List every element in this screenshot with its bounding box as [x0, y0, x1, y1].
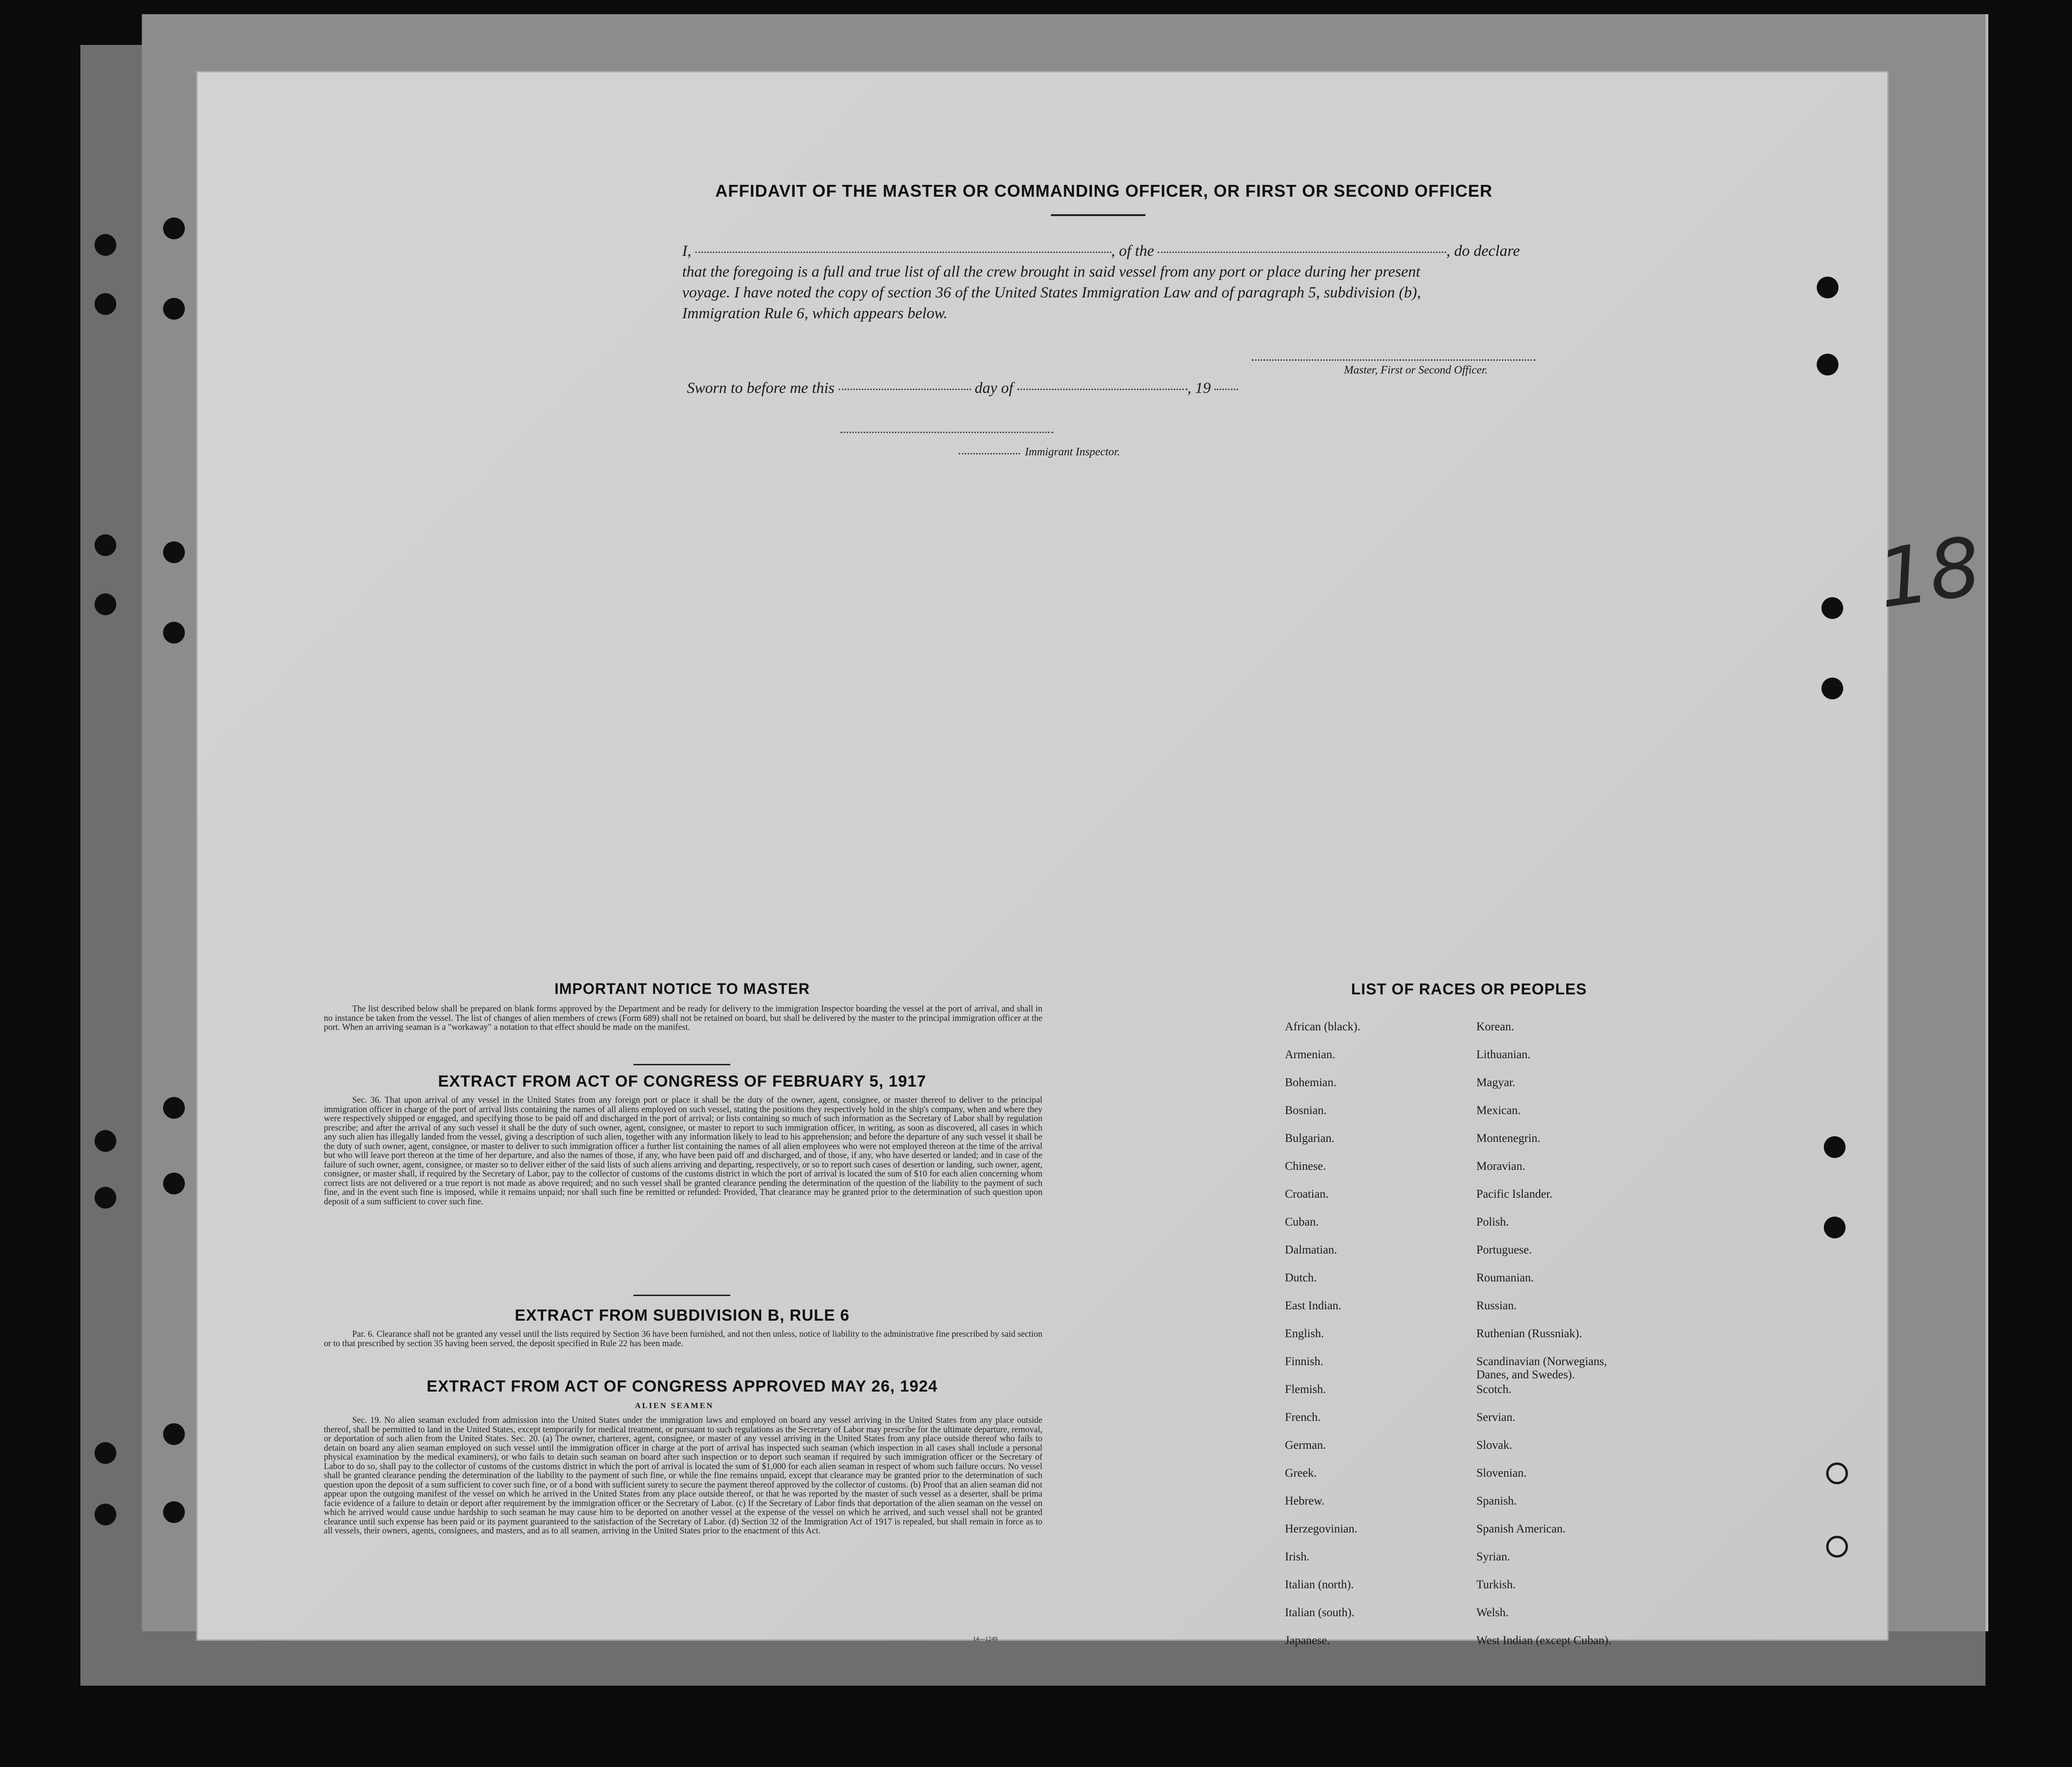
year-label: , 19 — [1187, 380, 1211, 397]
race-item: Welsh. — [1476, 1606, 1509, 1619]
race-item: Roumanian. — [1476, 1271, 1534, 1284]
race-item: Spanish American. — [1476, 1523, 1566, 1535]
binder-hole-outline — [1826, 1536, 1848, 1558]
binder-hole — [95, 293, 116, 315]
race-item: Portuguese. — [1476, 1244, 1532, 1256]
race-item: Scotch. — [1476, 1383, 1512, 1396]
binder-hole — [95, 1442, 116, 1464]
extract-1917-text: Sec. 36. That upon arrival of any vessel in the United States from any foreign port or place it shall be the duty of the owner, agent, consignee, or master thereof to deliver to the principal immigration officer in charge of the port of arrival lists containing the names of all aliens employed on such vessel, stating the positions they respectively hold in the ship's company, when and where they were respectively shipped or engaged, and specifying those to be paid off and discharged in the port of arrival; or lists containing so much of such information as the Secretary of Labor shall by regulation prescribe; and after the arrival of any such vessel it shall be the duty of such owner, agent, consignee, or master to report to such immigration officer, in writing, as soon as discovered, all cases in which any such alien has illegally landed from the vessel, giving a description of such alien, together with any information likely to lead to his apprehension; and before the departure of any such vessel it shall be the duty of such owner, agent, consignee, or master to deliver to such immigration officer a further list containing the names of all alien employees who were not employed thereon at the time of the arrival but who will leave port thereon at the time of her departure, and also the names of those, if any, who have been paid off and discharged, and of those, if any, who have deserted or landed; and in case of the failure of such owner, agent, consignee, or master so to deliver either of the said lists of such aliens arriving and departing, respectively, or so to report such cases of desertion or landing, such owner, agent, consignee, or master shall, if required by the Secretary of Labor, pay to the collector of customs of the customs district in which the port of arrival is located the sum of $10 for each alien concerning whom correct lists are not delivered or a true report is not made as above required; and no such vessel shall be granted clearance pending the determination of the question of the liability to the payment of such fine, and in the event such fine is imposed, while it remains unpaid; nor shall such fine be remitted or refunded: Provided, That clearance may be granted prior to the determination of such question upon deposit of a sum sufficient to cover such fine. — [324, 1096, 1042, 1207]
day-of-label: day of — [974, 380, 1014, 397]
affidavit-line-1 — [682, 240, 1520, 262]
race-item: Cuban. — [1285, 1216, 1319, 1228]
race-item: English. — [1285, 1327, 1324, 1340]
race-item: Greek. — [1285, 1467, 1317, 1480]
binder-hole — [1821, 597, 1843, 619]
race-item: African (black). — [1285, 1020, 1361, 1033]
race-item: German. — [1285, 1439, 1326, 1452]
race-item: Ruthenian (Russniak). — [1476, 1327, 1582, 1340]
affidavit-line-2: that the foregoing is a full and true list of all the crew brought in said vessel from any port or place during her present — [682, 263, 1421, 280]
affidavit-title-rule — [1051, 214, 1145, 216]
race-item: Japanese. — [1285, 1634, 1330, 1647]
binder-hole — [163, 541, 185, 563]
extract-1924-text: Sec. 19. No alien seaman excluded from admission into the United States under the immigration laws and employed on board any vessel arriving in the United States from any place outside thereof, shall be permitted to land in the United States, except temporarily for medical treatment, or pursuant to such regulations as the Secretary of Labor may prescribe for the ultimate departure, removal, or deportation of such alien from the United States. Sec. 20. (a) The owner, charterer, agent, consignee, or master of any vessel arriving in the United States from any place outside thereof who fails to detain on board any alien seaman employed on such vessel until the immigration officer in charge at the port of arrival has inspected such seaman (which inspection in all cases shall include a personal physical examination by the medical examiners), or who fails to detain such seaman on board after such inspection or to deport such seaman if required by such immigration officer or the Secretary of Labor to do so, shall pay to the collector of customs of the customs district in which the port of arrival is located the sum of $1,000 for each alien seaman in respect of whom such failure occurs. No vessel shall be granted clearance pending the determination of the liability to the payment of such fine, or while the fine remains unpaid, except that clearance may be granted prior to the determination of such question upon the deposit of a sum sufficient to cover such fine, or of a bond with sufficient surety to secure the payment thereof approved by the collector of customs. (b) Proof that an alien seaman did not appear upon the outgoing manifest of the vessel on which he arrived in the United States from any place outside thereof, or that he was reported by the master of such vessel as a deserter, shall be prima facie evidence of a failure to detain or deport after requirement by the immigration officer or the Secretary of Labor. (c) If the Secretary of Labor finds that deportation of the alien seaman on the vessel on which he arrived would cause undue hardship to such seaman he may cause him to be deported on another vessel at the expense of the vessel on which he arrived, and such vessel shall not be granted clearance until such expense has been paid or its payment guaranteed to the satisfaction of the Secretary of Labor. (d) Section 32 of the Immigration Act of 1917 is repealed, but shall remain in force as to all vessels, their owners, agents, consignees, and masters, and as to all seamen, arriving in the United States prior to the enactment of this Act. — [324, 1416, 1042, 1536]
race-item: Bulgarian. — [1285, 1132, 1335, 1145]
race-item: Croatian. — [1285, 1188, 1329, 1201]
race-item: Lithuanian. — [1476, 1048, 1531, 1061]
binder-hole — [163, 218, 185, 239]
inspector-label: Immigrant Inspector. — [1025, 446, 1120, 458]
extract-1917-title: EXTRACT FROM ACT OF CONGRESS OF FEBRUARY 5, 1917 — [438, 1072, 927, 1090]
race-item: Armenian. — [1285, 1048, 1335, 1061]
notice-title: IMPORTANT NOTICE TO MASTER — [554, 980, 810, 997]
race-item: Slovak. — [1476, 1439, 1512, 1452]
section-rule — [633, 1064, 730, 1065]
race-item: Bosnian. — [1285, 1104, 1327, 1117]
binder-hole — [163, 1423, 185, 1445]
race-item: Pacific Islander. — [1476, 1188, 1553, 1201]
race-item: East Indian. — [1285, 1299, 1342, 1312]
race-item: Mexican. — [1476, 1104, 1521, 1117]
race-item: Servian. — [1476, 1411, 1516, 1424]
race-item: Hebrew. — [1285, 1495, 1325, 1507]
race-item: Finnish. — [1285, 1355, 1324, 1368]
race-item: West Indian (except Cuban). — [1476, 1634, 1612, 1647]
alien-seamen-heading: ALIEN SEAMEN — [635, 1401, 714, 1410]
race-item: Dutch. — [1285, 1271, 1317, 1284]
binder-hole — [95, 593, 116, 615]
vessel-label: , of the — [1111, 243, 1154, 260]
race-item: Slovenian. — [1476, 1467, 1527, 1480]
race-item: Italian (north). — [1285, 1578, 1354, 1591]
races-title: LIST OF RACES OR PEOPLES — [1351, 980, 1587, 998]
binder-hole — [1824, 1217, 1846, 1238]
binder-hole — [1817, 354, 1838, 375]
sworn-label: Sworn to before me this — [687, 380, 835, 397]
binder-hole — [95, 1187, 116, 1209]
race-item: Irish. — [1285, 1550, 1310, 1563]
binder-hole — [95, 1504, 116, 1525]
race-item: Moravian. — [1476, 1160, 1526, 1173]
binder-hole-outline — [1826, 1462, 1848, 1484]
race-item: Spanish. — [1476, 1495, 1517, 1507]
binder-hole — [95, 1130, 116, 1152]
sworn-line — [687, 377, 1238, 399]
sworn-month-field[interactable] — [1017, 389, 1188, 390]
inspector-short-line — [959, 453, 1020, 454]
binder-hole — [163, 622, 185, 644]
race-item: Montenegrin. — [1476, 1132, 1541, 1145]
signature-label: Master, First or Second Officer. — [1344, 364, 1488, 376]
handwritten-mark: 18 — [1872, 519, 1987, 627]
binder-hole — [1821, 678, 1843, 699]
declarant-label: I, — [682, 243, 692, 260]
race-item: Dalmatian. — [1285, 1244, 1337, 1256]
signature-line[interactable] — [1252, 359, 1535, 361]
binder-hole — [95, 534, 116, 556]
affidavit-line-3: voyage. I have noted the copy of section 36 of the United States Immigration Law and of paragraph 5, subdivision (b), — [682, 284, 1421, 301]
race-item: Polish. — [1476, 1216, 1509, 1228]
race-item: Magyar. — [1476, 1076, 1516, 1089]
extract-1924-title: EXTRACT FROM ACT OF CONGRESS APPROVED MAY 26, 1924 — [426, 1377, 938, 1395]
form-number: 14—1249 — [973, 1635, 997, 1642]
race-item: Korean. — [1476, 1020, 1514, 1033]
race-item: Turkish. — [1476, 1578, 1516, 1591]
extract-rule6-text: Par. 6. Clearance shall not be granted any vessel until the lists required by Section 36 have been furnished, and not then unless, notice of liability to the administrative fine prescribed by said section or to that prescribed by section 35 having been served, the deposit specified in Rule 22 has been made. — [324, 1330, 1042, 1349]
binder-hole — [163, 1097, 185, 1119]
affidavit-title: AFFIDAVIT OF THE MASTER OR COMMANDING OFFICER, OR FIRST OR SECOND OFFICER — [715, 181, 1493, 200]
sworn-year-field[interactable] — [1214, 389, 1238, 390]
declare-label: , do declare — [1446, 243, 1520, 260]
binder-hole — [163, 298, 185, 320]
race-item: Scandinavian (Norwegians, Danes, and Swedes). — [1476, 1355, 1607, 1381]
binder-hole — [163, 1501, 185, 1523]
vessel-name-field[interactable] — [1158, 252, 1446, 253]
race-item: Bohemian. — [1285, 1076, 1337, 1089]
inspector-signature-line[interactable] — [841, 432, 1053, 433]
form-page — [196, 71, 1987, 1647]
race-item: Syrian. — [1476, 1550, 1510, 1563]
binder-hole — [1817, 277, 1838, 298]
race-item: French. — [1285, 1411, 1321, 1424]
race-item: Russian. — [1476, 1299, 1517, 1312]
affidavit-line-4: Immigration Rule 6, which appears below. — [682, 305, 948, 322]
notice-text: The list described below shall be prepared on blank forms approved by the Department and be ready for delivery to the immigration Inspector boarding the vessel at the port of arrival, and shall in no instance be taken from the vessel. The list of changes of alien members of crews (Form 689) shall not be retained on board, but shall be delivered by the master to the principal immigration officer at the port. When an arriving seaman is a "workaway" a notation to that effect should be made on the manifest. — [324, 1004, 1042, 1032]
binder-hole — [95, 234, 116, 256]
section-rule — [633, 1295, 730, 1296]
extract-rule6-title: EXTRACT FROM SUBDIVISION B, RULE 6 — [514, 1306, 850, 1324]
race-item: Chinese. — [1285, 1160, 1326, 1173]
race-item: Italian (south). — [1285, 1606, 1355, 1619]
sworn-day-field[interactable] — [839, 389, 971, 390]
binder-hole — [1824, 1136, 1846, 1158]
race-item: Flemish. — [1285, 1383, 1326, 1396]
declarant-name-field[interactable] — [695, 252, 1111, 253]
race-item: Herzegovinian. — [1285, 1523, 1358, 1535]
binder-hole — [163, 1173, 185, 1194]
